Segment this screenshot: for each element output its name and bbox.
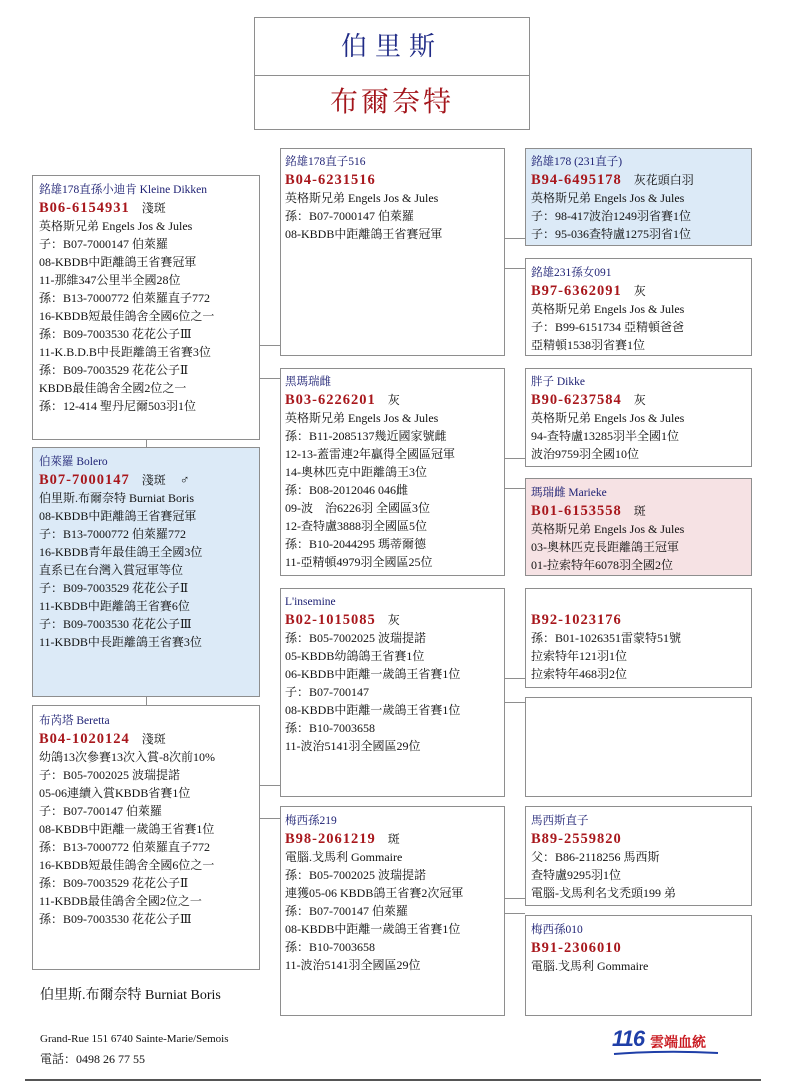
ring-line <box>531 502 751 520</box>
pigeon-name: 梅西孫010 <box>531 924 583 936</box>
connector-line <box>146 440 147 447</box>
info-line: KBDB最佳鴿舍全國2位之一 <box>39 381 187 395</box>
feather-color: 灰 <box>633 393 646 407</box>
info-line: 05-06連續入賞KBDB省賽1位 <box>39 786 191 800</box>
pedigree-box-dam-dam-dam <box>525 915 752 1016</box>
owner-first-name-title: 伯里斯 <box>255 18 529 76</box>
info-line: 孫：12-414 聖丹尼爾503羽1位 <box>39 399 196 413</box>
pedigree-box-dam <box>32 705 260 970</box>
ring-line <box>285 391 504 409</box>
pedigree-box-dam-sire-dam <box>525 697 752 797</box>
info-line: 子：B13-7000772 伯萊羅772 <box>39 527 187 541</box>
pedigree-box-sire <box>32 175 260 440</box>
info-line: 08-KBDB中距離鴿王省賽冠軍 <box>39 255 197 269</box>
info-line: 子：B07-7000147 伯萊羅 <box>39 237 169 251</box>
feather-color: 斑 <box>387 832 400 846</box>
pigeon-name: 梅西孫219 <box>285 815 337 827</box>
info-line: 孫：B11-2085137幾近國家號雌 <box>285 429 447 443</box>
info-line: 11-波治5141羽全國區29位 <box>285 739 421 753</box>
ring-number: B02-1015085 <box>285 612 376 628</box>
info-line: 英格斯兄弟 Engels Jos & Jules <box>531 522 685 536</box>
info-line: 查特盧9295羽1位 <box>531 868 622 882</box>
info-line: 孫：B10-7003658 <box>285 940 376 954</box>
info-line: 01-拉索特年6078羽全國2位 <box>531 558 673 572</box>
feather-color: 灰 <box>387 393 400 407</box>
feather-color: 淺斑 <box>141 201 166 215</box>
ring-number: B07-7000147 <box>39 472 130 488</box>
info-line: 英格斯兄弟 Engels Jos & Jules <box>285 191 439 205</box>
info-line: 16-KBDB短最佳鴿舍全國6位之一 <box>39 309 215 323</box>
info-line: 英格斯兄弟 Engels Jos & Jules <box>531 411 685 425</box>
info-line: 子：B09-7003529 花花公子Ⅱ <box>39 581 189 595</box>
info-line: 94-查特盧13285羽半全國1位 <box>531 429 679 443</box>
pigeon-name: 銘雄178 (231直子) <box>531 156 623 168</box>
connector-line <box>146 697 147 705</box>
info-line: 英格斯兄弟 Engels Jos & Jules <box>531 302 685 316</box>
feather-color: 淺斑 <box>141 732 166 746</box>
ring-line <box>531 171 751 189</box>
info-line: 08-KBDB中距離一歲鴿王省賽1位 <box>39 822 215 836</box>
info-line: 幼鴿13次參賽13次入賞-8次前10% <box>39 750 215 764</box>
owner-address: Grand-Rue 151 6740 Sainte-Marie/Semois <box>40 1033 229 1045</box>
ring-number: B03-6226201 <box>285 392 376 408</box>
ring-number: B90-6237584 <box>531 392 622 408</box>
feather-color: 灰 <box>633 284 646 298</box>
feather-color: 灰 <box>387 613 400 627</box>
info-line: 孫：B10-7003658 <box>285 721 376 735</box>
info-line: 08-KBDB中距離一歲鴿王省賽1位 <box>285 703 461 717</box>
pedigree-box-sire-dam-dam <box>525 478 752 576</box>
connector-line <box>505 702 525 703</box>
ring-line <box>531 830 751 848</box>
owner-name: 伯里斯.布爾奈特 Burniat Boris <box>40 988 221 1003</box>
info-line: 孫：B07-7000147 伯萊羅 <box>285 209 415 223</box>
logo-swoosh-icon <box>612 1050 720 1056</box>
pedigree-box-dam-sire-sire <box>525 588 752 688</box>
info-line: 英格斯兄弟 Engels Jos & Jules <box>285 411 439 425</box>
connector-line <box>505 898 525 899</box>
info-line: 亞精頓1538羽省賽1位 <box>531 338 646 352</box>
info-line: 孫：B09-7003530 花花公子Ⅲ <box>39 327 192 341</box>
info-line: 11-亞精頓4979羽全國區25位 <box>285 555 433 569</box>
pigeon-name: 伯萊羅 Bolero <box>39 456 108 468</box>
ring-number: B01-6153558 <box>531 503 622 519</box>
pigeon-name: 馬西斯直子 <box>531 815 589 827</box>
connector-line <box>260 818 280 819</box>
info-line: 子：B07-700147 伯萊羅 <box>39 804 163 818</box>
info-line: 孫：B09-7003529 花花公子Ⅱ <box>39 876 189 890</box>
info-line: 孫：B13-7000772 伯萊羅直子772 <box>39 840 211 854</box>
owner-phone: 電話：0498 26 77 55 <box>40 1052 146 1066</box>
pigeon-name: 銘雄231孫女091 <box>531 267 612 279</box>
info-line: 子：B99-6151734 亞精頓爸爸 <box>531 320 685 334</box>
logo-text: 雲端血統 <box>650 1036 706 1051</box>
connector-line <box>260 378 280 379</box>
ring-number: B94-6495178 <box>531 172 622 188</box>
info-line: 09-波 治6226羽 全國區3位 <box>285 501 430 515</box>
ring-number: B92-1023176 <box>531 612 622 628</box>
info-line: 子：95-036查特盧1275羽省1位 <box>531 227 691 241</box>
info-line: 拉索特年121羽1位 <box>531 649 628 663</box>
info-line: 拉索特年468羽2位 <box>531 667 628 681</box>
pedigree-box-dam-dam <box>280 806 505 1016</box>
connector-line <box>505 458 525 459</box>
info-line: 孫：B09-7003529 花花公子Ⅱ <box>39 363 189 377</box>
connector-line <box>260 345 280 346</box>
pedigree-box-subject <box>32 447 260 697</box>
connector-line <box>260 785 280 786</box>
info-line: 16-KBDB短最佳鴿舍全國6位之一 <box>39 858 215 872</box>
info-line: 孫：B05-7002025 波瑞提諾 <box>285 868 427 882</box>
feather-color: 淺斑 <box>141 473 166 487</box>
ring-line <box>531 391 751 409</box>
info-line: 子：B07-700147 <box>285 685 370 699</box>
info-line: 子：98-417波治1249羽省賽1位 <box>531 209 691 223</box>
ring-number: B98-2061219 <box>285 831 376 847</box>
info-line: 孫：B09-7003530 花花公子Ⅲ <box>39 912 192 926</box>
connector-line <box>505 488 525 489</box>
info-line: 子：B05-7002025 波瑞提諾 <box>39 768 181 782</box>
ring-number: B91-2306010 <box>531 940 622 956</box>
pigeon-name: 胖子 Dikke <box>531 376 585 388</box>
ring-number: B04-1020124 <box>39 731 130 747</box>
ring-line <box>285 611 504 629</box>
info-line: 電腦.戈馬利 Gommaire <box>531 959 649 973</box>
connector-line <box>505 913 525 914</box>
male-symbol-icon: ♂ <box>179 472 190 487</box>
info-line: 11-那維347公里半全國28位 <box>39 273 181 287</box>
info-line: 電腦-戈馬利名戈禿頭199 弟 <box>531 886 676 900</box>
pigeon-name: L'insemine <box>285 596 336 608</box>
ring-line <box>531 282 751 300</box>
bottom-divider <box>25 1079 761 1081</box>
info-line: 直系已在台灣入賞冠軍等位 <box>39 563 184 577</box>
brand-logo <box>612 1026 724 1058</box>
info-line: 11-KBDB中長距離鴿王省賽3位 <box>39 635 202 649</box>
info-line: 孫：B05-7002025 波瑞提諾 <box>285 631 427 645</box>
info-line: 16-KBDB青年最佳鴿王全國3位 <box>39 545 203 559</box>
ring-number: B06-6154931 <box>39 200 130 216</box>
info-line: 孫：B10-2044295 瑪蒂爾德 <box>285 537 427 551</box>
pigeon-name: 銘雄178直孫小迪肯 Kleine Dikken <box>39 184 208 196</box>
info-line: 孫：B07-700147 伯萊羅 <box>285 904 409 918</box>
pigeon-name <box>531 593 751 611</box>
ring-line <box>531 611 751 629</box>
pigeon-name: 布芮塔 Beretta <box>39 715 110 727</box>
info-line: 11-KBDB最佳鴿舍全國2位之一 <box>39 894 202 908</box>
ring-line <box>531 939 751 957</box>
pedigree-box-sire-sire-sire <box>525 148 752 246</box>
connector-line <box>505 238 525 239</box>
ring-number: B97-6362091 <box>531 283 622 299</box>
info-line: 電腦.戈馬利 Gommaire <box>285 850 403 864</box>
feather-color: 灰花頭白羽 <box>633 173 694 187</box>
connector-line <box>505 678 525 679</box>
info-line: 連獲05-06 KBDB鴿王省賽2次冠軍 <box>285 886 464 900</box>
pedigree-box-sire-sire-dam <box>525 258 752 356</box>
info-line: 子：B09-7003530 花花公子Ⅲ <box>39 617 192 631</box>
pedigree-title-box <box>254 17 530 130</box>
info-line: 孫：B08-2012046 046雌 <box>285 483 409 497</box>
info-line: 11-K.B.D.B中長距離鴿王省賽3位 <box>39 345 211 359</box>
info-line: 英格斯兄弟 Engels Jos & Jules <box>531 191 685 205</box>
info-line: 12-查特盧3888羽全國區5位 <box>285 519 427 533</box>
pigeon-name: 黑瑪瑞雌 <box>285 376 331 388</box>
info-line: 11-KBDB中距離鴿王省賽6位 <box>39 599 190 613</box>
connector-line <box>505 268 525 269</box>
info-line: 08-KBDB中距離鴿王省賽冠軍 <box>285 227 443 241</box>
ring-line <box>285 171 504 189</box>
pedigree-box-sire-sire <box>280 148 505 356</box>
feather-color: 斑 <box>633 504 646 518</box>
pedigree-box-dam-sire <box>280 588 505 797</box>
info-line: 波治9759羽全國10位 <box>531 447 640 461</box>
ring-line <box>39 471 259 489</box>
pedigree-box-sire-dam <box>280 368 505 576</box>
ring-number: B89-2559820 <box>531 831 622 847</box>
pigeon-name: 銘雄178直子516 <box>285 156 366 168</box>
info-line: 孫：B01-1026351雷蒙特51號 <box>531 631 682 645</box>
ring-line <box>285 830 504 848</box>
info-line: 06-KBDB中距離一歲鴿王省賽1位 <box>285 667 461 681</box>
info-line: 孫：B13-7000772 伯萊羅直子772 <box>39 291 211 305</box>
logo-number: 116 <box>612 1026 645 1051</box>
pigeon-name: 瑪瑞雌 Marieke <box>531 487 607 499</box>
info-line: 伯里斯.布爾奈特 Burniat Boris <box>39 491 194 505</box>
info-line: 父：B86-2118256 馬西斯 <box>531 850 660 864</box>
info-line: 11-波治5141羽全國區29位 <box>285 958 421 972</box>
info-line: 03-奧林匹克長距離鴿王冠軍 <box>531 540 679 554</box>
ring-line <box>39 199 259 217</box>
info-line: 英格斯兄弟 Engels Jos & Jules <box>39 219 193 233</box>
info-line: 08-KBDB中距離鴿王省賽冠軍 <box>39 509 197 523</box>
pedigree-box-sire-dam-sire <box>525 368 752 467</box>
info-line: 14-奧林匹克中距離鴿王3位 <box>285 465 427 479</box>
info-line: 08-KBDB中距離一歲鴿王省賽1位 <box>285 922 461 936</box>
owner-last-name-title: 布爾奈特 <box>329 87 454 118</box>
info-line: 12-13-蓋雷連2年贏得全國區冠軍 <box>285 447 455 461</box>
ring-number: B04-6231516 <box>285 172 376 188</box>
ring-line <box>39 730 259 748</box>
pedigree-box-dam-dam-sire <box>525 806 752 906</box>
info-line: 05-KBDB幼鴿鴿王省賽1位 <box>285 649 425 663</box>
